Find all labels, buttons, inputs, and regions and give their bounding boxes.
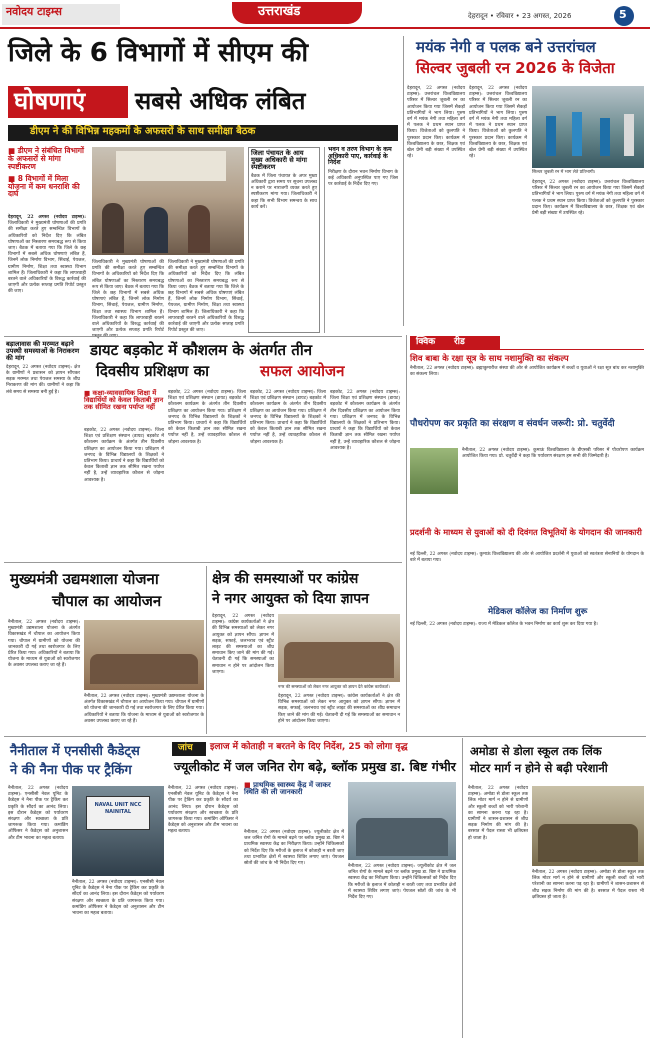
page-number: 5 <box>619 8 627 21</box>
udyam-body-cont: नैनीताल, 22 अगस्त (नवोदय टाइम्स): मुख्यमंत्री उद्यमशाला योजना के अंतर्गत विकासखंड में चौपाल का आयोजन किया गया। चौपाल में ग्रामीणों को योजना की जानकारी दी गई तथा स्वरोजगार के लिए प्रेरित किया गया। अधिकारियों ने बताया कि योजना के माध्यम से युवाओं को स्वरोजगार के अवसर उपलब्ध कराए जा रहे हैं। <box>84 694 205 724</box>
congress-body-col1 <box>212 614 274 730</box>
amoda-body-col2 <box>532 870 644 1036</box>
silver-photo <box>532 86 644 168</box>
udyam-body: नैनीताल, 22 अगस्त (नवोदय टाइम्स): मुख्यमंत्री उद्यमशाला योजना के अंतर्गत विकासखंड में चौपाल का आयोजन किया गया। चौपाल में ग्रामीणों को योजना की जानकारी दी गई तथा स्वरोजगार के लिए प्रेरित किया गया। अधिकारियों ने बताया कि योजना के माध्यम से युवाओं को स्वरोजगार के अवसर उपलब्ध कराए जा रहे हैं। <box>8 620 80 669</box>
photo-person-2 <box>144 207 168 253</box>
amoda-photo <box>532 786 644 866</box>
silver-headline-2: सिल्वर जुबली रन 2026 के विजेता <box>416 59 615 77</box>
lead-subhead: डीएम ने की विभिन्न महकमों के अफसरों के साथ समीक्षा बैठक <box>30 126 256 137</box>
quick-h2: पौधरोपण कर प्रकृति का संरक्षण व संवर्धन जरूरी: प्रो. चतुर्वेदी <box>410 419 615 429</box>
lead-body-col2 <box>92 260 164 333</box>
kaushal-body-cont-2: बड़कोट, 22 अगस्त (नवोदय टाइम्स): जिला शिक्षा एवं प्रशिक्षण संस्थान (डायट) बड़कोट में कौशलम कार्यक्रम के अंतर्गत तीन दिवसीय प्रशिक्षण का आयोजन किया गया। प्रशिक्षण में जनपद के विभिन्न विद्यालयों के शिक्षकों ने प्रतिभाग किया। प्राचार्य ने कहा कि विद्यार्थियों को केवल किताबी ज्ञान तक सीमित रखना पर्याप्त नहीं है, उन्हें व्यावहारिक कौशल से जोड़ना आवश्यक है। <box>250 390 326 445</box>
ncc-sign-text: NAVAL UNIT NCC NAINITAL <box>94 802 142 815</box>
jyoli-kicker-text: इलाज में कोताही न बरतने के दिए निर्देश, 25 को लोगा वृद्ध <box>210 742 408 752</box>
silver-caption: सिल्वर जुबली रन में भाग लेते प्रतिभागी। <box>532 170 596 175</box>
congress-body: देहरादून, 22 अगस्त (नवोदय टाइम्स): कांग्रेस कार्यकर्ताओं ने क्षेत्र की विभिन्न समस्याओं को लेकर नगर आयुक्त को ज्ञापन सौंपा। ज्ञापन में सड़क, सफाई, जलभराव एवं स्ट्रीट लाइट की समस्याओं का शीघ्र समाधान किए जाने की मांग की गई। चेतावनी दी गई कि समस्याओं का समाधान न होने पर आंदोलन किया जाएगा। <box>212 614 274 675</box>
udyam-body-col1 <box>8 620 80 730</box>
silver-body-col1 <box>407 86 465 331</box>
sidebar-box-headline: जिला पंचायत के आय मुख्य अधिकारी से मांगा स्पष्टीकरण <box>251 149 308 171</box>
silver-body-cont: देहरादून, 22 अगस्त (नवोदय टाइम्स): उत्तरांचल विश्वविद्यालय परिसर में सिल्वर जुबली रन का आयोजन किया गया जिसमें सैकड़ों प्रतिभागियों ने भाग लिया। पुरुष वर्ग में मयंक नेगी तथा महिला वर्ग में पलक ने प्रथम स्थान प्राप्त किया। विजेताओं को कुलपति ने पुरस्कार प्रदान किए। कार्यक्रम में विश्वविद्यालय के छात्र, शिक्षक एवं खेल प्रेमी बड़ी संख्या में उपस्थित रहे। <box>469 86 527 160</box>
masthead-rule <box>0 27 650 29</box>
quick-b1: नैनीताल, 22 अगस्त (नवोदय टाइम्स): ब्रह्माकुमारीज संस्था की ओर से आयोजित कार्यक्रम में बच्चों व युवाओं ने रक्षा सूत्र बांध कर नशामुक्ति का संकल्प लिया। <box>410 366 644 378</box>
amoda-headline-1: अमोडा से डोला स्कूल तक लिंक <box>470 744 602 758</box>
photo-person-3 <box>188 205 210 253</box>
lead-body-col1 <box>8 215 86 333</box>
silver-body-col3 <box>532 180 644 330</box>
photo-banner <box>116 151 226 181</box>
runner-1 <box>546 116 556 156</box>
amoda-body: नैनीताल, 22 अगस्त (नवोदय टाइम्स): अमोडा से डोला स्कूल तक लिंक मोटर मार्ग न होने से ग्रामीणों और स्कूली बच्चों को भारी परेशानी का सामना करना पड़ रहा है। ग्रामीणों ने शासन-प्रशासन से शीघ्र सड़क निर्माण की मांग की है। बरसात में पैदल रास्ता भी क्षतिग्रस्त हो जाता है। <box>468 786 528 841</box>
divider-row1 <box>4 336 402 337</box>
jyoli-kicker: जांच <box>178 743 193 753</box>
amoda-group <box>538 824 638 862</box>
congress-body-cont: देहरादून, 22 अगस्त (नवोदय टाइम्स): कांग्रेस कार्यकर्ताओं ने क्षेत्र की विभिन्न समस्याओं को लेकर नगर आयुक्त को ज्ञापन सौंपा। ज्ञापन में सड़क, सफाई, जलभराव एवं स्ट्रीट लाइट की समस्याओं का शीघ्र समाधान किए जाने की मांग की गई। चेतावनी दी गई कि समस्याओं का समाधान न होने पर आंदोलन किया जाएगा। <box>278 694 400 724</box>
silver-body-cont-2: देहरादून, 22 अगस्त (नवोदय टाइम्स): उत्तरांचल विश्वविद्यालय परिसर में सिल्वर जुबली रन का आयोजन किया गया जिसमें सैकड़ों प्रतिभागियों ने भाग लिया। पुरुष वर्ग में मयंक नेगी तथा महिला वर्ग में पलक ने प्रथम स्थान प्राप्त किया। विजेताओं को कुलपति ने पुरस्कार प्रदान किए। कार्यक्रम में विश्वविद्यालय के छात्र, शिक्षक एवं खेल प्रेमी बड़ी संख्या में उपस्थित रहे। <box>532 180 644 217</box>
lead-dateline: देहरादून, 22 अगस्त (नवोदय टाइम्स): <box>8 215 86 220</box>
jyoli-body-cont: नैनीताल, 22 अगस्त (नवोदय टाइम्स): ज्यूलीकोट क्षेत्र में जल जनित रोगों के मामले बढ़ने पर ब्लॉक प्रमुख डा. बिष्ट ने प्राथमिक स्वास्थ्य केंद्र का निरीक्षण किया। उन्होंने चिकित्सकों को निर्देश दिए कि मरीजों के इलाज में कोताही न बरती जाए तथा प्रभावित क्षेत्रों में स्वास्थ्य शिविर लगाए जाएं। पेयजल स्रोतों की जांच के भी निर्देश दिए गए। <box>348 864 456 901</box>
kaushal-body-col2 <box>168 390 246 558</box>
kaushal-body-col4 <box>330 390 400 558</box>
lead-body-cont-1: जिलाधिकारी ने मुख्यमंत्री घोषणाओं की प्रगति की समीक्षा करते हुए सम्बन्धित विभागों के अधिकारियों को निर्देश दिए कि लंबित घोषणाओं का निस्तारण समयबद्ध रूप से किया जाए। बैठक में बताया गया कि जिले के छह विभागों में सबसे अधिक घोषणाएं लंबित हैं, जिनमें लोक निर्माण विभाग, सिंचाई, पेयजल, ग्रामीण निर्माण, शिक्षा तथा स्वास्थ्य विभाग शामिल हैं। जिलाधिकारी ने कहा कि लापरवाही बरतने वाले अधिकारियों के विरुद्ध कार्रवाई की जाएगी और प्रत्येक सप्ताह प्रगति रिपोर्ट <box>92 260 164 334</box>
side-box-2-headline: भवन व तरण विभाग के कम अधिकारी पाए, कार्रवाई के निर्देश <box>328 146 392 166</box>
jyoli-bullet: ■ प्राथमिक स्वास्थ्य केंद्र में जाकर स्थिति की ली जानकारी <box>244 782 344 797</box>
jyoli-photo <box>348 782 456 860</box>
quick-b4: नई दिल्ली, 22 अगस्त (नवोदय टाइम्स): राज्य में मेडिकल कॉलेज के भवन निर्माण का कार्य शुरू कर दिया गया है। <box>410 622 598 627</box>
kaushal-body-col1 <box>84 428 164 558</box>
silver-body: देहरादून, 22 अगस्त (नवोदय टाइम्स): उत्तरांचल विश्वविद्यालय परिसर में सिल्वर जुबली रन का आयोजन किया गया जिसमें सैकड़ों प्रतिभागियों ने भाग लिया। पुरुष वर्ग में मयंक नेगी तथा महिला वर्ग में पलक ने प्रथम स्थान प्राप्त किया। विजेताओं को कुलपति ने पुरस्कार प्रदान किए। कार्यक्रम में विश्वविद्यालय के छात्र, शिक्षक एवं खेल प्रेमी बड़ी संख्या में उपस्थित रहे। <box>407 86 465 160</box>
udyam-headline-1: मुख्यमंत्री उद्यमशाला योजना <box>10 570 159 588</box>
dateline: देहरादून • रविवार • 23 अगस्त, 2026 <box>468 12 572 20</box>
barkot-box <box>6 341 80 559</box>
runner-2 <box>572 112 582 156</box>
photo-person-1 <box>102 203 124 253</box>
congress-group <box>284 642 394 678</box>
kaushal-body: बड़कोट, 22 अगस्त (नवोदय टाइम्स): जिला शिक्षा एवं प्रशिक्षण संस्थान (डायट) बड़कोट में कौशलम कार्यक्रम के अंतर्गत तीन दिवसीय प्रशिक्षण का आयोजन किया गया। प्रशिक्षण में जनपद के विभिन्न विद्यालयों के शिक्षकों ने प्रतिभाग किया। प्राचार्य ने कहा कि विद्यार्थियों को केवल किताबी ज्ञान तक सीमित रखना पर्याप्त नहीं है, उन्हें व्यावहारिक कौशल से जोड़ना आवश्यक है। <box>84 428 164 483</box>
amoda-body-cont: नैनीताल, 22 अगस्त (नवोदय टाइम्स): अमोडा से डोला स्कूल तक लिंक मोटर मार्ग न होने से ग्रामीणों और स्कूली बच्चों को भारी परेशानी का सामना करना पड़ रहा है। ग्रामीणों ने शासन-प्रशासन से शीघ्र सड़क निर्माण की मांग की है। बरसात में पैदल रास्ता भी क्षतिग्रस्त हो जाता है। <box>532 870 644 900</box>
side-box-2 <box>324 147 398 333</box>
lead-body-col3 <box>168 260 244 333</box>
brand-name: नवोदय टाइम्स <box>6 5 62 18</box>
lead-photo <box>92 147 244 255</box>
kaushal-body-cont: बड़कोट, 22 अगस्त (नवोदय टाइम्स): जिला शिक्षा एवं प्रशिक्षण संस्थान (डायट) बड़कोट में कौशलम कार्यक्रम के अंतर्गत तीन दिवसीय प्रशिक्षण का आयोजन किया गया। प्रशिक्षण में जनपद के विभिन्न विद्यालयों के शिक्षकों ने प्रतिभाग किया। प्राचार्य ने कहा कि विद्यार्थियों को केवल किताबी ज्ञान तक सीमित रखना पर्याप्त नहीं है, उन्हें व्यावहारिक कौशल से जोड़ना आवश्यक है। <box>168 390 246 445</box>
quick-h4: मेडिकल कॉलेज का निर्माण शुरू <box>488 607 588 617</box>
jyoli-people <box>356 818 448 856</box>
congress-headline-2: ने नगर आयुक्त को दिया ज्ञापन <box>212 591 369 607</box>
udyam-headline-2: चौपाल का आयोजन <box>52 592 162 610</box>
jyoli-body: नैनीताल, 22 अगस्त (नवोदय टाइम्स): ज्यूलीकोट क्षेत्र में जल जनित रोगों के मामले बढ़ने पर ब्लॉक प्रमुख डा. बिष्ट ने प्राथमिक स्वास्थ्य केंद्र का निरीक्षण किया। उन्होंने चिकित्सकों को निर्देश दिए कि मरीजों के इलाज में कोताही न बरती जाए तथा प्रभावित क्षेत्रों में स्वास्थ्य शिविर लगाए जाएं। पेयजल स्रोतों की जांच के भी निर्देश दिए गए। <box>244 830 344 867</box>
quick-read-label-2: रीड <box>454 337 465 347</box>
divider-congress <box>206 566 207 734</box>
ncc-body-col2 <box>72 880 164 1036</box>
ncc-headline-2: ने की नैना पीक पर ट्रैकिंग <box>10 763 132 778</box>
congress-headline-1: क्षेत्र की समस्याओं पर कांग्रेस <box>212 571 359 587</box>
silver-body-col2 <box>469 86 527 331</box>
masthead <box>0 0 650 30</box>
silver-headline-1: मयंक नेगी व पलक बने उत्तरांचल <box>416 38 596 56</box>
divider-row3 <box>4 736 646 737</box>
udyam-photo <box>84 620 204 690</box>
ncc-body-cont-2: नैनीताल, 22 अगस्त (नवोदय टाइम्स): एनसीसी नेवल यूनिट के कैडेट्स ने नैना पीक पर ट्रैकिंग कर प्रकृति के सौंदर्य का आनंद लिया। इस दौरान कैडेट्स को पर्यावरण संरक्षण और स्वच्छता के प्रति जागरूक किया गया। कमांडिंग ऑफिसर ने कैडेट्स को अनुशासन और टीम भावना का महत्व बताया। <box>168 786 238 835</box>
quick-b3: नई दिल्ली, 22 अगस्त (नवोदय टाइम्स): कुमाऊं विश्वविद्यालय की ओर से आयोजित प्रदर्शनी में युवाओं को स्वतंत्रता सेनानियों के योगदान के बारे में बताया गया। <box>410 552 644 564</box>
divider-right-column <box>403 36 404 326</box>
lead-body: जिलाधिकारी ने मुख्यमंत्री घोषणाओं की प्रगति की समीक्षा करते हुए सम्बन्धित विभागों के अधिकारियों को निर्देश दिए कि लंबित घोषणाओं का निस्तारण समयबद्ध रूप से किया जाए। बैठक में बताया गया कि जिले के छह विभागों में सबसे अधिक घोषणाएं लंबित हैं, जिनमें लोक निर्माण विभाग, सिंचाई, पेयजल, ग्रामीण निर्माण, शिक्षा तथा स्वास्थ्य विभाग शामिल हैं। जिलाधिकारी ने कहा कि लापरवाही बरतने वाले अधिकारियों के विरुद्ध कार्रवाई की जाएगी और प्रत्येक सप्ताह प्रगति रिपोर्ट प्रस्तुत की जाए। <box>8 221 86 295</box>
ncc-body-col1 <box>8 786 68 1036</box>
congress-photo <box>278 614 400 682</box>
amoda-headline-2: मोटर मार्ग न होने से बढ़ी परेशानी <box>470 761 608 775</box>
kaushal-bullet: ■ कक्षा-व्यावसायिक शिक्षा में विद्यार्थियों को केवल किताबी ज्ञान तक सीमित रखना पर्याप्त नहीं <box>84 390 164 411</box>
congress-caption: नगर की समस्याओं को लेकर नगर आयुक्त को ज्ञापन देते कांग्रेस कार्यकर्ता। <box>278 684 390 689</box>
lead-body-cont-2: जिलाधिकारी ने मुख्यमंत्री घोषणाओं की प्रगति की समीक्षा करते हुए सम्बन्धित विभागों के अधिकारियों को निर्देश दिए कि लंबित घोषणाओं का निस्तारण समयबद्ध रूप से किया जाए। बैठक में बताया गया कि जिले के छह विभागों में सबसे अधिक घोषणाएं लंबित हैं, जिनमें लोक निर्माण विभाग, सिंचाई, पेयजल, ग्रामीण निर्माण, शिक्षा तथा स्वास्थ्य विभाग शामिल हैं। जिलाधिकारी ने कहा कि लापरवाही बरतने वाले अधिकारियों के विरुद्ध कार्रवाई की जाएगी और प्रत्येक सप्ताह प्रगति रिपोर्ट प्रस्तुत की जाए। <box>168 260 244 334</box>
sidebar-box-body: बैठक में जिला पंचायत के अपर मुख्य अधिकारी द्वारा समय पर सूचना उपलब्ध न कराने पर नाराजगी व्यक्त करते हुए स्पष्टीकरण मांगा गया। जिलाधिकारी ने कहा कि सभी विभाग समन्वय के साथ कार्य करें। <box>251 173 317 210</box>
udyam-body-col2 <box>84 694 204 730</box>
sidebar-box <box>248 147 320 333</box>
divider-amoda <box>462 738 463 1038</box>
jyoli-body-col1 <box>244 830 344 1036</box>
ncc-body: नैनीताल, 22 अगस्त (नवोदय टाइम्स): एनसीसी नेवल यूनिट के कैडेट्स ने नैना पीक पर ट्रैकिंग कर प्रकृति के सौंदर्य का आनंद लिया। इस दौरान कैडेट्स को पर्यावरण संरक्षण और स्वच्छता के प्रति जागरूक किया गया। कमांडिंग ऑफिसर ने कैडेट्स को अनुशासन और टीम भावना का महत्व बताया। <box>8 786 68 841</box>
lead-bullet-1: ■ डीएम ने संबंधित विभागों के अफसरों से मांगा स्पष्टीकरण <box>8 147 86 171</box>
amoda-body-col1 <box>468 786 528 1036</box>
kaushal-headline-2b: सफल आयोजन <box>260 362 345 380</box>
udyam-crowd <box>90 654 198 684</box>
lead-headline-2b: सबसे अधिक लंबित <box>135 87 306 115</box>
kaushal-body-cont-3: बड़कोट, 22 अगस्त (नवोदय टाइम्स): जिला शिक्षा एवं प्रशिक्षण संस्थान (डायट) बड़कोट में कौशलम कार्यक्रम के अंतर्गत तीन दिवसीय प्रशिक्षण का आयोजन किया गया। प्रशिक्षण में जनपद के विभिन्न विद्यालयों के शिक्षकों ने प्रतिभाग किया। प्राचार्य ने कहा कि विद्यार्थियों को केवल किताबी ज्ञान तक सीमित रखना पर्याप्त नहीं है, उन्हें व्यावहारिक कौशल से जोड़ना आवश्यक है। <box>330 390 400 451</box>
quick-h1: शिव बाबा के रक्षा सूत्र के साथ नशामुक्ति का संकल्प <box>410 353 569 363</box>
runner-4 <box>624 114 634 156</box>
divider-row2 <box>4 562 402 563</box>
barkot-headline: बड़ालावास की मरम्मत बढ़ाने उपस्थी समस्याओं के निराकरण की मांग <box>6 340 80 362</box>
lead-headline-1: जिले के 6 विभागों में सीएम की <box>8 38 309 68</box>
barkot-body: देहरादून, 22 अगस्त (नवोदय टाइम्स): क्षेत्र के ग्रामीणों ने प्रशासन को ज्ञापन सौंपकर सड़क मरम्मत तथा पेयजल समस्या के शीघ्र निराकरण की मांग की। ग्रामीणों ने कहा कि लंबे समय से समस्या बनी हुई है। <box>6 364 80 395</box>
quick-read-label: क्विक <box>416 337 436 347</box>
kaushal-body-col3 <box>250 390 326 558</box>
ncc-body-cont: नैनीताल, 22 अगस्त (नवोदय टाइम्स): एनसीसी नेवल यूनिट के कैडेट्स ने नैना पीक पर ट्रैकिंग कर प्रकृति के सौंदर्य का आनंद लिया। इस दौरान कैडेट्स को पर्यावरण संरक्षण और स्वच्छता के प्रति जागरूक किया गया। कमांडिंग ऑफिसर ने कैडेट्स को अनुशासन और टीम भावना का महत्व बताया। <box>72 880 164 917</box>
kaushal-headline-2a: दिवसीय प्रशिक्षण का <box>96 362 209 380</box>
quick-read-rule <box>500 349 644 350</box>
congress-body-col2 <box>278 694 400 730</box>
section-title: उत्तराखंड <box>258 4 301 19</box>
jyoli-headline: ज्यूलीकोट में जल जनित रोग बढ़े, ब्लॉक प्रमुख डा. बिष्ट गंभीर <box>174 759 456 774</box>
quick-b2: नैनीताल, 22 अगस्त (नवोदय टाइम्स): कुमाऊं विश्वविद्यालय के डीएसबी परिसर में पौधरोपण कार्यक्रम आयोजित किया गया। प्रो. चतुर्वेदी ने कहा कि पर्यावरण संरक्षण हम सभी की जिम्मेदारी है। <box>462 448 644 460</box>
lead-bullet-2: ■ 8 विभागों में मिला योजना में कम धनराशि की दार्घ <box>8 175 86 199</box>
jyoli-body-col2 <box>348 864 456 1036</box>
ncc-headline-1: नैनीताल में एनसीसी कैडेट्स <box>10 744 140 759</box>
ncc-body-col3 <box>168 786 238 1036</box>
side-box-2-body: निरीक्षण के दौरान भवन निर्माण विभाग के कई अधिकारी अनुपस्थित पाए गए जिस पर कार्रवाई के निर्देश दिए गए। <box>328 169 398 187</box>
ncc-photo <box>72 786 164 876</box>
lead-headline-2a: घोषणाएं <box>14 87 86 115</box>
lead-bullets <box>8 147 86 198</box>
quick-h3: प्रदर्शनी के माध्यम से युवाओं को दी दिवंगत विभूतियों के योगदान की जानकारी <box>410 527 642 537</box>
kaushal-headline-1: डायट बड़कोट में कौशलम के अंतर्गत तीन <box>90 341 313 359</box>
quick-photo <box>410 448 458 494</box>
runner-3 <box>600 118 610 156</box>
